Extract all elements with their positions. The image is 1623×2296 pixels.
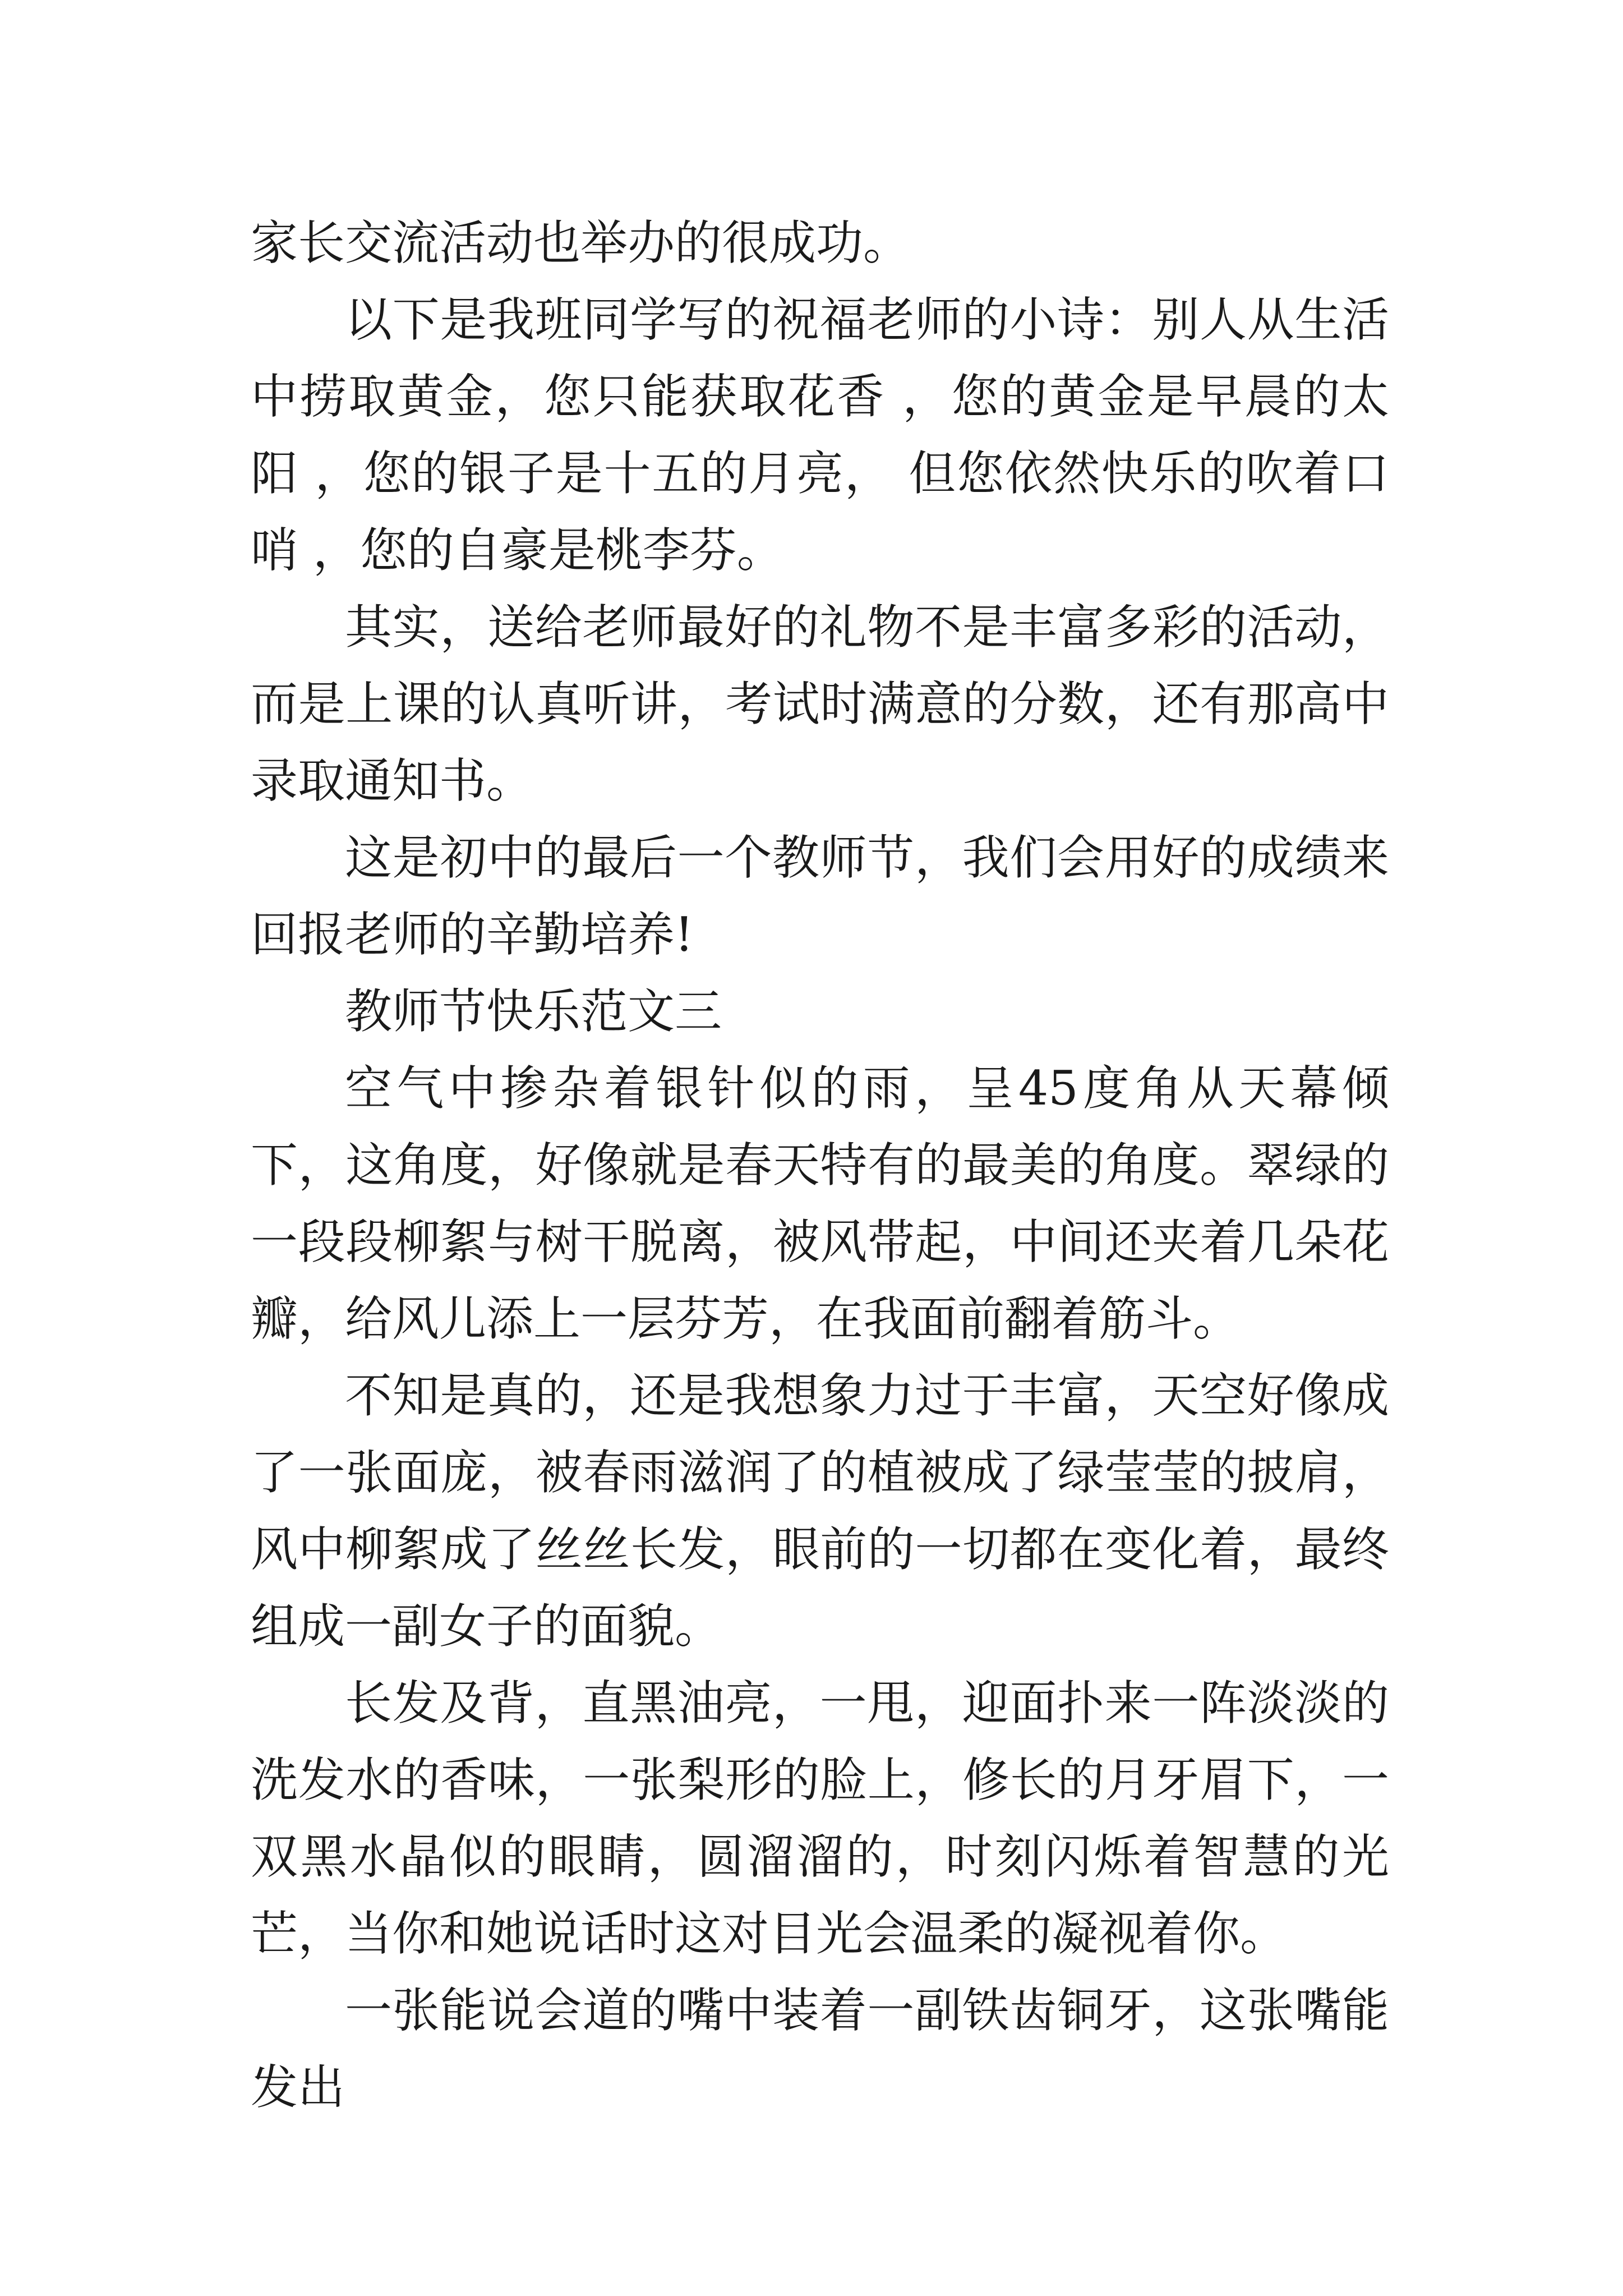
paragraph-gift: 其实，送给老师最好的礼物不是丰富多彩的活动，而是上课的认真听讲，考试时满意的分数，还有那高中录取通知书。 [251, 600, 1389, 808]
document-body [251, 205, 1389, 2126]
paragraph-appearance: 长发及背，直黑油亮，一甩，迎面扑来一阵淡淡的洗发水的香味，一张梨形的脸上，修长的月牙眉下，一双黑水晶似的眼睛，圆溜溜的，时刻闪烁着智慧的光芒，当你和她说话时这对目光会温柔的凝视着你。 [251, 1676, 1389, 1961]
paragraph-imagination: 不知是真的，还是我想象力过于丰富，天空好像成了一张面庞，被春雨滋润了的植被成了绿莹莹的披肩，风中柳絮成了丝丝长发，眼前的一切都在变化着，最终组成一副女子的面貌。 [251, 1368, 1389, 1654]
section-heading: 教师节快乐范文三 [345, 984, 722, 1039]
paragraph-poem: 以下是我班同学写的祝福老师的小诗：别人从生活中捞取黄金，您只能获取花香 ，您的黄金是早晨的太阳 ，您的银子是十五的月亮， 但您依然快乐的吹着口哨 ，您的自豪是桃李芬。 [251, 292, 1389, 578]
paragraph-continuation: 家长交流活动也举办的很成功。 [251, 215, 911, 270]
paragraph-rain: 空气中掺杂着银针似的雨，呈45度角从天幕倾下，这角度，好像就是春天特有的最美的角度。翠绿的一段段柳絮与树干脱离，被风带起，中间还夹着几朵花瓣，给风儿添上一层芬芳，在我面前翻着筋斗。 [251, 1061, 1389, 1346]
paragraph-last-teachers-day: 这是初中的最后一个教师节，我们会用好的成绩来回报老师的辛勤培养! [251, 830, 1389, 962]
paragraph-mouth: 一张能说会道的嘴中装着一副铁齿铜牙，这张嘴能发出 [251, 1983, 1389, 2115]
